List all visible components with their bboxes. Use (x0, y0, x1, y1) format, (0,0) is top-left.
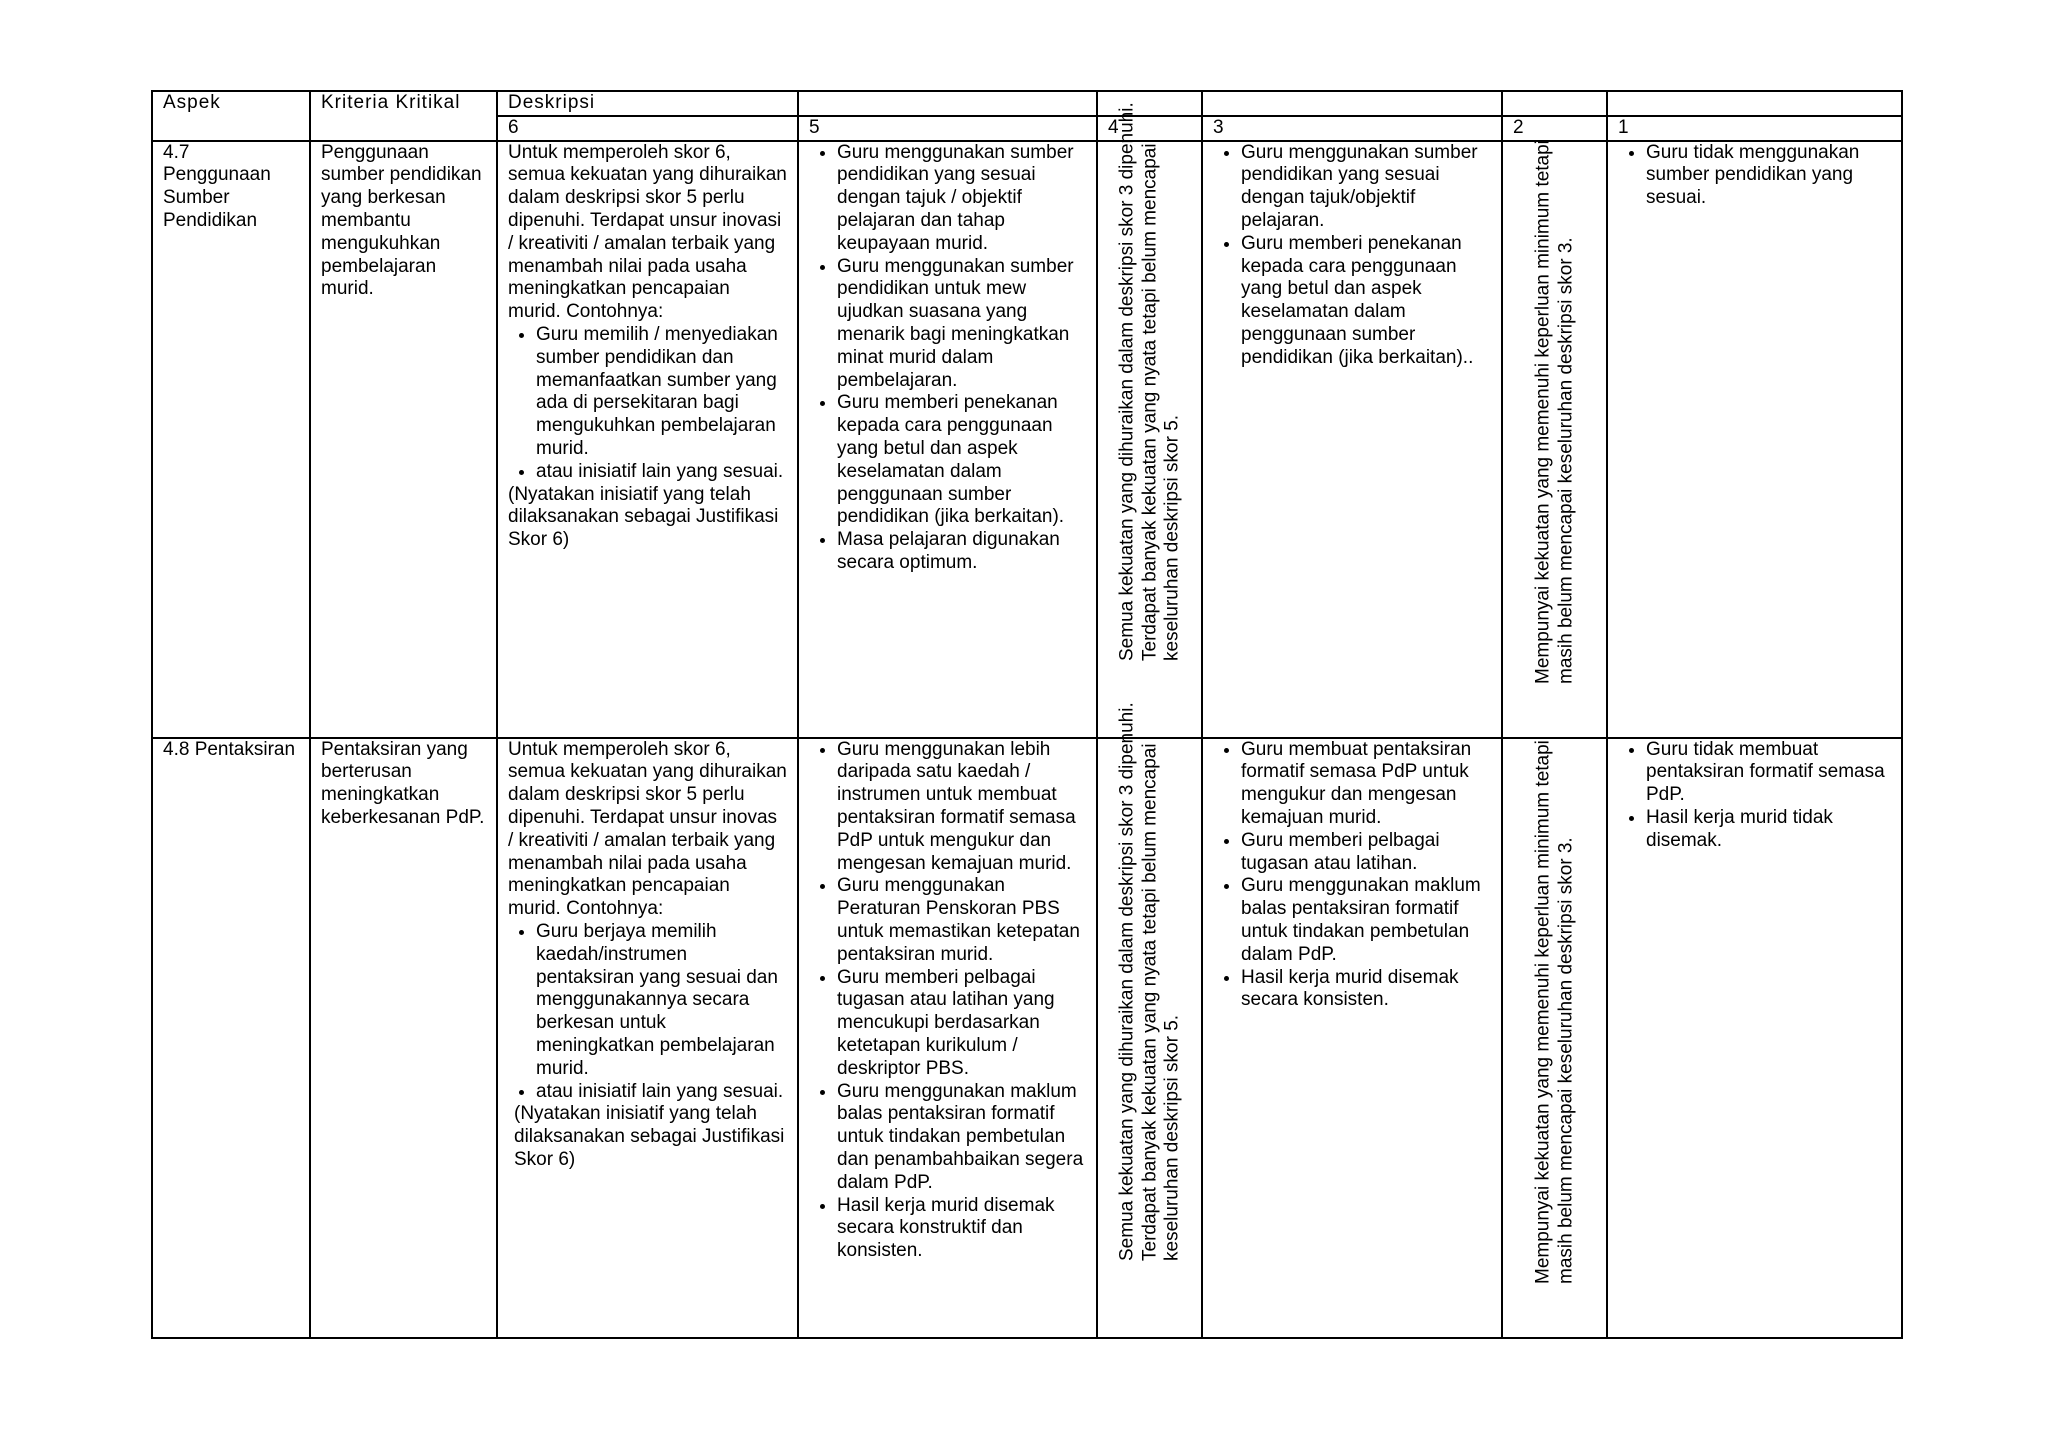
list-item: • Guru menggunakan sumber pendidikan untuk mew ujudkan suasana yang menarik bagi meningkatkan minat murid dalam pembelajaran. (837, 256, 1086, 393)
row-score-2 (1502, 141, 1607, 738)
header-score-4: 4 (1097, 116, 1202, 141)
header-blank-3 (1202, 91, 1502, 116)
row-score-4 (1097, 702, 1202, 1338)
table-row (152, 141, 1902, 738)
score-4-text: Semua kekuatan yang dihuraikan dalam deskripsi skor 3 dipenuhi. Terdapat banyak kekuatan yang nyata tetapi belum mencapai keseluruhan deskripsi skor 5. (1115, 702, 1182, 1262)
list-item: • Guru memilih / menyediakan sumber pendidikan dan memanfaatkan sumber yang ada di persekitaran bagi mengukuhkan pembelajaran murid. (536, 324, 787, 461)
header-kriteria: Kriteria Kritikal (310, 91, 497, 141)
score-6-intro: Untuk memperoleh skor 6, semua kekuatan yang dihuraikan dalam deskripsi skor 5 perlu dipenuhi. Terdapat unsur inovasi / kreativiti / amalan terbaik yang menambah nilai pada usaha meningkatkan pencapaian murid. Contohnya: (508, 141, 787, 323)
list-item: • Guru memberi penekanan kepada cara penggunaan yang betul dan aspek keselamatan dalam penggunaan sumber pendidikan (jika berkaitan). (837, 392, 1086, 529)
header-score-6: 6 (497, 116, 798, 141)
row-aspek: 4.7 Penggunaan Sumber Pendidikan (152, 141, 310, 738)
list-item: • Hasil kerja murid disemak secara konstruktif dan konsisten. (837, 1195, 1086, 1263)
header-blank-5 (798, 91, 1097, 116)
row-score-4 (1097, 102, 1202, 738)
list-item: • atau inisiatif lain yang sesuai. (536, 1081, 787, 1104)
list-item: • Guru menggunakan lebih daripada satu kaedah / instrumen untuk membuat pentaksiran formatif semasa PdP untuk mengukur dan mengesan kemajuan murid. (837, 739, 1086, 876)
header-deskripsi: Deskripsi (497, 91, 798, 116)
list-item: • Hasil kerja murid tidak disemak. (1646, 807, 1891, 853)
row-score-3 (1202, 141, 1502, 738)
score-3-list (1213, 739, 1491, 1013)
header-blank-2 (1502, 91, 1607, 116)
list-item: • Guru memberi pelbagai tugasan atau latihan yang mencukupi berdasarkan ketetapan kurikulum / deskriptor PBS. (837, 967, 1086, 1081)
row-score-1 (1607, 738, 1902, 1338)
list-item: • Guru tidak menggunakan sumber pendidikan yang sesuai. (1646, 142, 1891, 210)
list-item: • Guru berjaya memilih kaedah/instrumen pentaksiran yang sesuai dan menggunakannya secara berkesan untuk meningkatkan pembelajaran murid. (536, 921, 787, 1081)
list-item: • atau inisiatif lain yang sesuai. (536, 461, 787, 484)
list-item: • Masa pelajaran digunakan secara optimum. (837, 529, 1086, 575)
score-6-note: (Nyatakan inisiatif yang telah dilaksanakan sebagai Justifikasi Skor 6) (514, 1103, 785, 1170)
list-item: • Guru menggunakan maklum balas pentaksiran formatif untuk tindakan pembetulan dalam PdP. (1241, 875, 1491, 966)
rubric-table (151, 90, 1903, 1339)
list-item: • Guru memberi penekanan kepada cara penggunaan yang betul dan aspek keselamatan dalam penggunaan sumber pendidikan (jika berkaitan).. (1241, 233, 1491, 370)
score-5-list (809, 142, 1086, 575)
list-item: • Guru menggunakan Peraturan Penskoran PBS untuk memastikan ketepatan pentaksiran murid. (837, 875, 1086, 966)
score-2-text: Mempunyai kekuatan yang memenuhi keperluan minimum tetapi masih belum mencapai keseluruhan deskripsi skor 3. (1532, 139, 1576, 684)
score-1-list (1618, 739, 1891, 853)
row-kriteria: Pentaksiran yang berterusan meningkatkan keberkesanan PdP. (310, 738, 497, 1338)
row-score-3 (1202, 738, 1502, 1338)
score-6-list (508, 921, 787, 1103)
header-score-5: 5 (798, 116, 1097, 141)
list-item: • Guru membuat pentaksiran formatif semasa PdP untuk mengukur dan mengesan kemajuan murid. (1241, 739, 1491, 830)
table-row (152, 738, 1902, 1338)
score-6-list (508, 324, 787, 484)
list-item: • Guru memberi pelbagai tugasan atau latihan. (1241, 830, 1491, 876)
header-blank-1 (1607, 91, 1902, 116)
row-score-5 (798, 141, 1097, 738)
list-item: • Guru menggunakan sumber pendidikan yang sesuai dengan tajuk / objektif pelajaran dan tahap keupayaan murid. (837, 142, 1086, 256)
header-aspek: Aspek (152, 91, 310, 141)
row-score-1 (1607, 141, 1902, 738)
list-item: • Hasil kerja murid disemak secara konsisten. (1241, 967, 1491, 1013)
list-item: • Guru tidak membuat pentaksiran formatif semasa PdP. (1646, 739, 1891, 807)
score-1-list (1618, 142, 1891, 210)
score-3-list (1213, 142, 1491, 370)
row-score-6 (497, 141, 798, 738)
score-5-list (809, 739, 1086, 1263)
row-score-2 (1502, 738, 1607, 1338)
score-4-text: Semua kekuatan yang dihuraikan dalam deskripsi skor 3 dipenuhi. Terdapat banyak kekuatan yang nyata tetapi belum mencapai keseluruhan deskripsi skor 5. (1115, 102, 1182, 662)
row-kriteria: Penggunaan sumber pendidikan yang berkesan membantu mengukuhkan pembelajaran murid. (310, 141, 497, 738)
score-6-note: (Nyatakan inisiatif yang telah dilaksanakan sebagai Justifikasi Skor 6) (508, 483, 779, 551)
header-score-2: 2 (1502, 116, 1607, 141)
score-6-intro: Untuk memperoleh skor 6, semua kekuatan yang dihuraikan dalam deskripsi skor 5 perlu dipenuhi. Terdapat unsur inovas / kreativiti / amalan terbaik yang menambah nilai pada usaha meningkatkan pencapaian murid. Contohnya: (508, 738, 787, 920)
list-item: • Guru menggunakan sumber pendidikan yang sesuai dengan tajuk/objektif pelajaran. (1241, 142, 1491, 233)
header-score-1: 1 (1607, 116, 1902, 141)
score-2-text: Mempunyai kekuatan yang memenuhi keperluan minimum tetapi masih belum mencapai keseluruhan deskripsi skor 3. (1532, 739, 1576, 1284)
list-item: • Guru menggunakan maklum balas pentaksiran formatif untuk tindakan pembetulan dan penambahbaikan segera dalam PdP. (837, 1081, 1086, 1195)
header-score-3: 3 (1202, 116, 1502, 141)
row-aspek: 4.8 Pentaksiran (152, 738, 310, 1338)
row-score-5 (798, 738, 1097, 1338)
row-score-6 (497, 738, 798, 1338)
